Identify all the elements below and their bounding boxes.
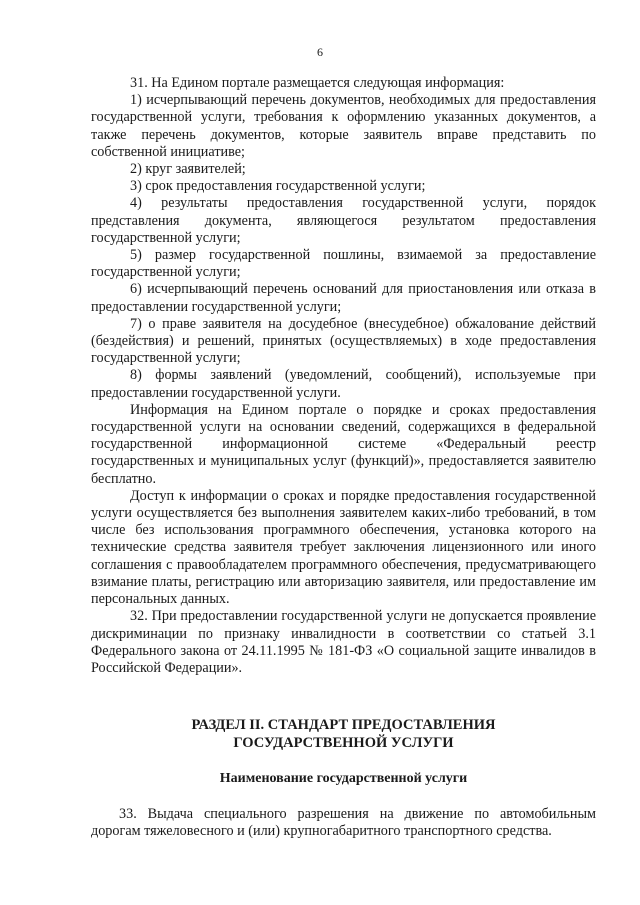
list-item-1: 1) исчерпывающий перечень документов, необходимых для предоставления государственной услуги, требования к оформлению указанных документов, а также перечень документов, которые заявитель вправе представить по собственной инициативе;: [91, 92, 596, 160]
list-item-3: 3) срок предоставления государственной услуги;: [130, 178, 426, 195]
paragraph-33: 33. Выдача специального разрешения на движение по автомобильным дорогам тяжеловесного и (или) крупногабаритного транспортного средства.: [91, 806, 596, 840]
list-item-6: 6) исчерпывающий перечень оснований для приостановления или отказа в предоставлении государственной услуги;: [91, 281, 596, 315]
main-text-block: [91, 75, 596, 677]
tail-text-block: [91, 806, 596, 840]
section-title: [91, 717, 596, 752]
paragraph-32: 32. При предоставлении государственной услуги не допускается проявление дискриминации по признаку инвалидности в соответствии со статьей 3.1 Федерального закона от 24.11.1995 № 181-ФЗ «О социальной защите инвалидов в Российской Федерации».: [91, 608, 596, 676]
list-item-8: 8) формы заявлений (уведомлений, сообщений), используемые при предоставлении государственной услуги.: [91, 367, 596, 401]
paragraph-31: 31. На Едином портале размещается следующая информация:: [130, 75, 505, 91]
subsection-title: Наименование государственной услуги: [219, 771, 468, 786]
section-title-line-2: ГОСУДАРСТВЕННОЙ УСЛУГИ: [233, 734, 454, 751]
page-number: 6: [317, 45, 323, 59]
section-title-line-1: РАЗДЕЛ II. СТАНДАРТ ПРЕДОСТАВЛЕНИЯ: [191, 717, 496, 733]
list-item-4: 4) результаты предоставления государственной услуги, порядок представления документа, являющегося результатом предоставления государственной услуги;: [91, 195, 596, 246]
paragraph-access: Доступ к информации о сроках и порядке предоставления государственной услуги осуществляется без выполнения заявителем каких-либо требований, в том числе без использования программного обеспечения, установка которого на технические средства заявителя требует заключения лицензионного или иного соглашения с правообладателем программного обеспечения, предусматривающего взимание платы, регистрацию или авторизацию заявителя, или предоставление им персональных данных.: [91, 487, 596, 608]
list-item-7: 7) о праве заявителя на досудебное (внесудебное) обжалование действий (бездействия) и решений, принятых (осуществляемых) в ходе предоставления государственной услуги;: [91, 315, 596, 367]
paragraph-info: Информация на Едином портале о порядке и сроках предоставления государственной услуги на основании сведений, содержащихся в федеральной государственной информационной системе «Федеральный реестр государственных и муниципальных услуг (функций)», предоставляется заявителю бесплатно.: [91, 401, 596, 487]
list-item-5: 5) размер государственной пошлины, взимаемой за предоставление государственной услуги;: [91, 247, 596, 281]
list-item-2: 2) круг заявителей;: [130, 161, 246, 178]
